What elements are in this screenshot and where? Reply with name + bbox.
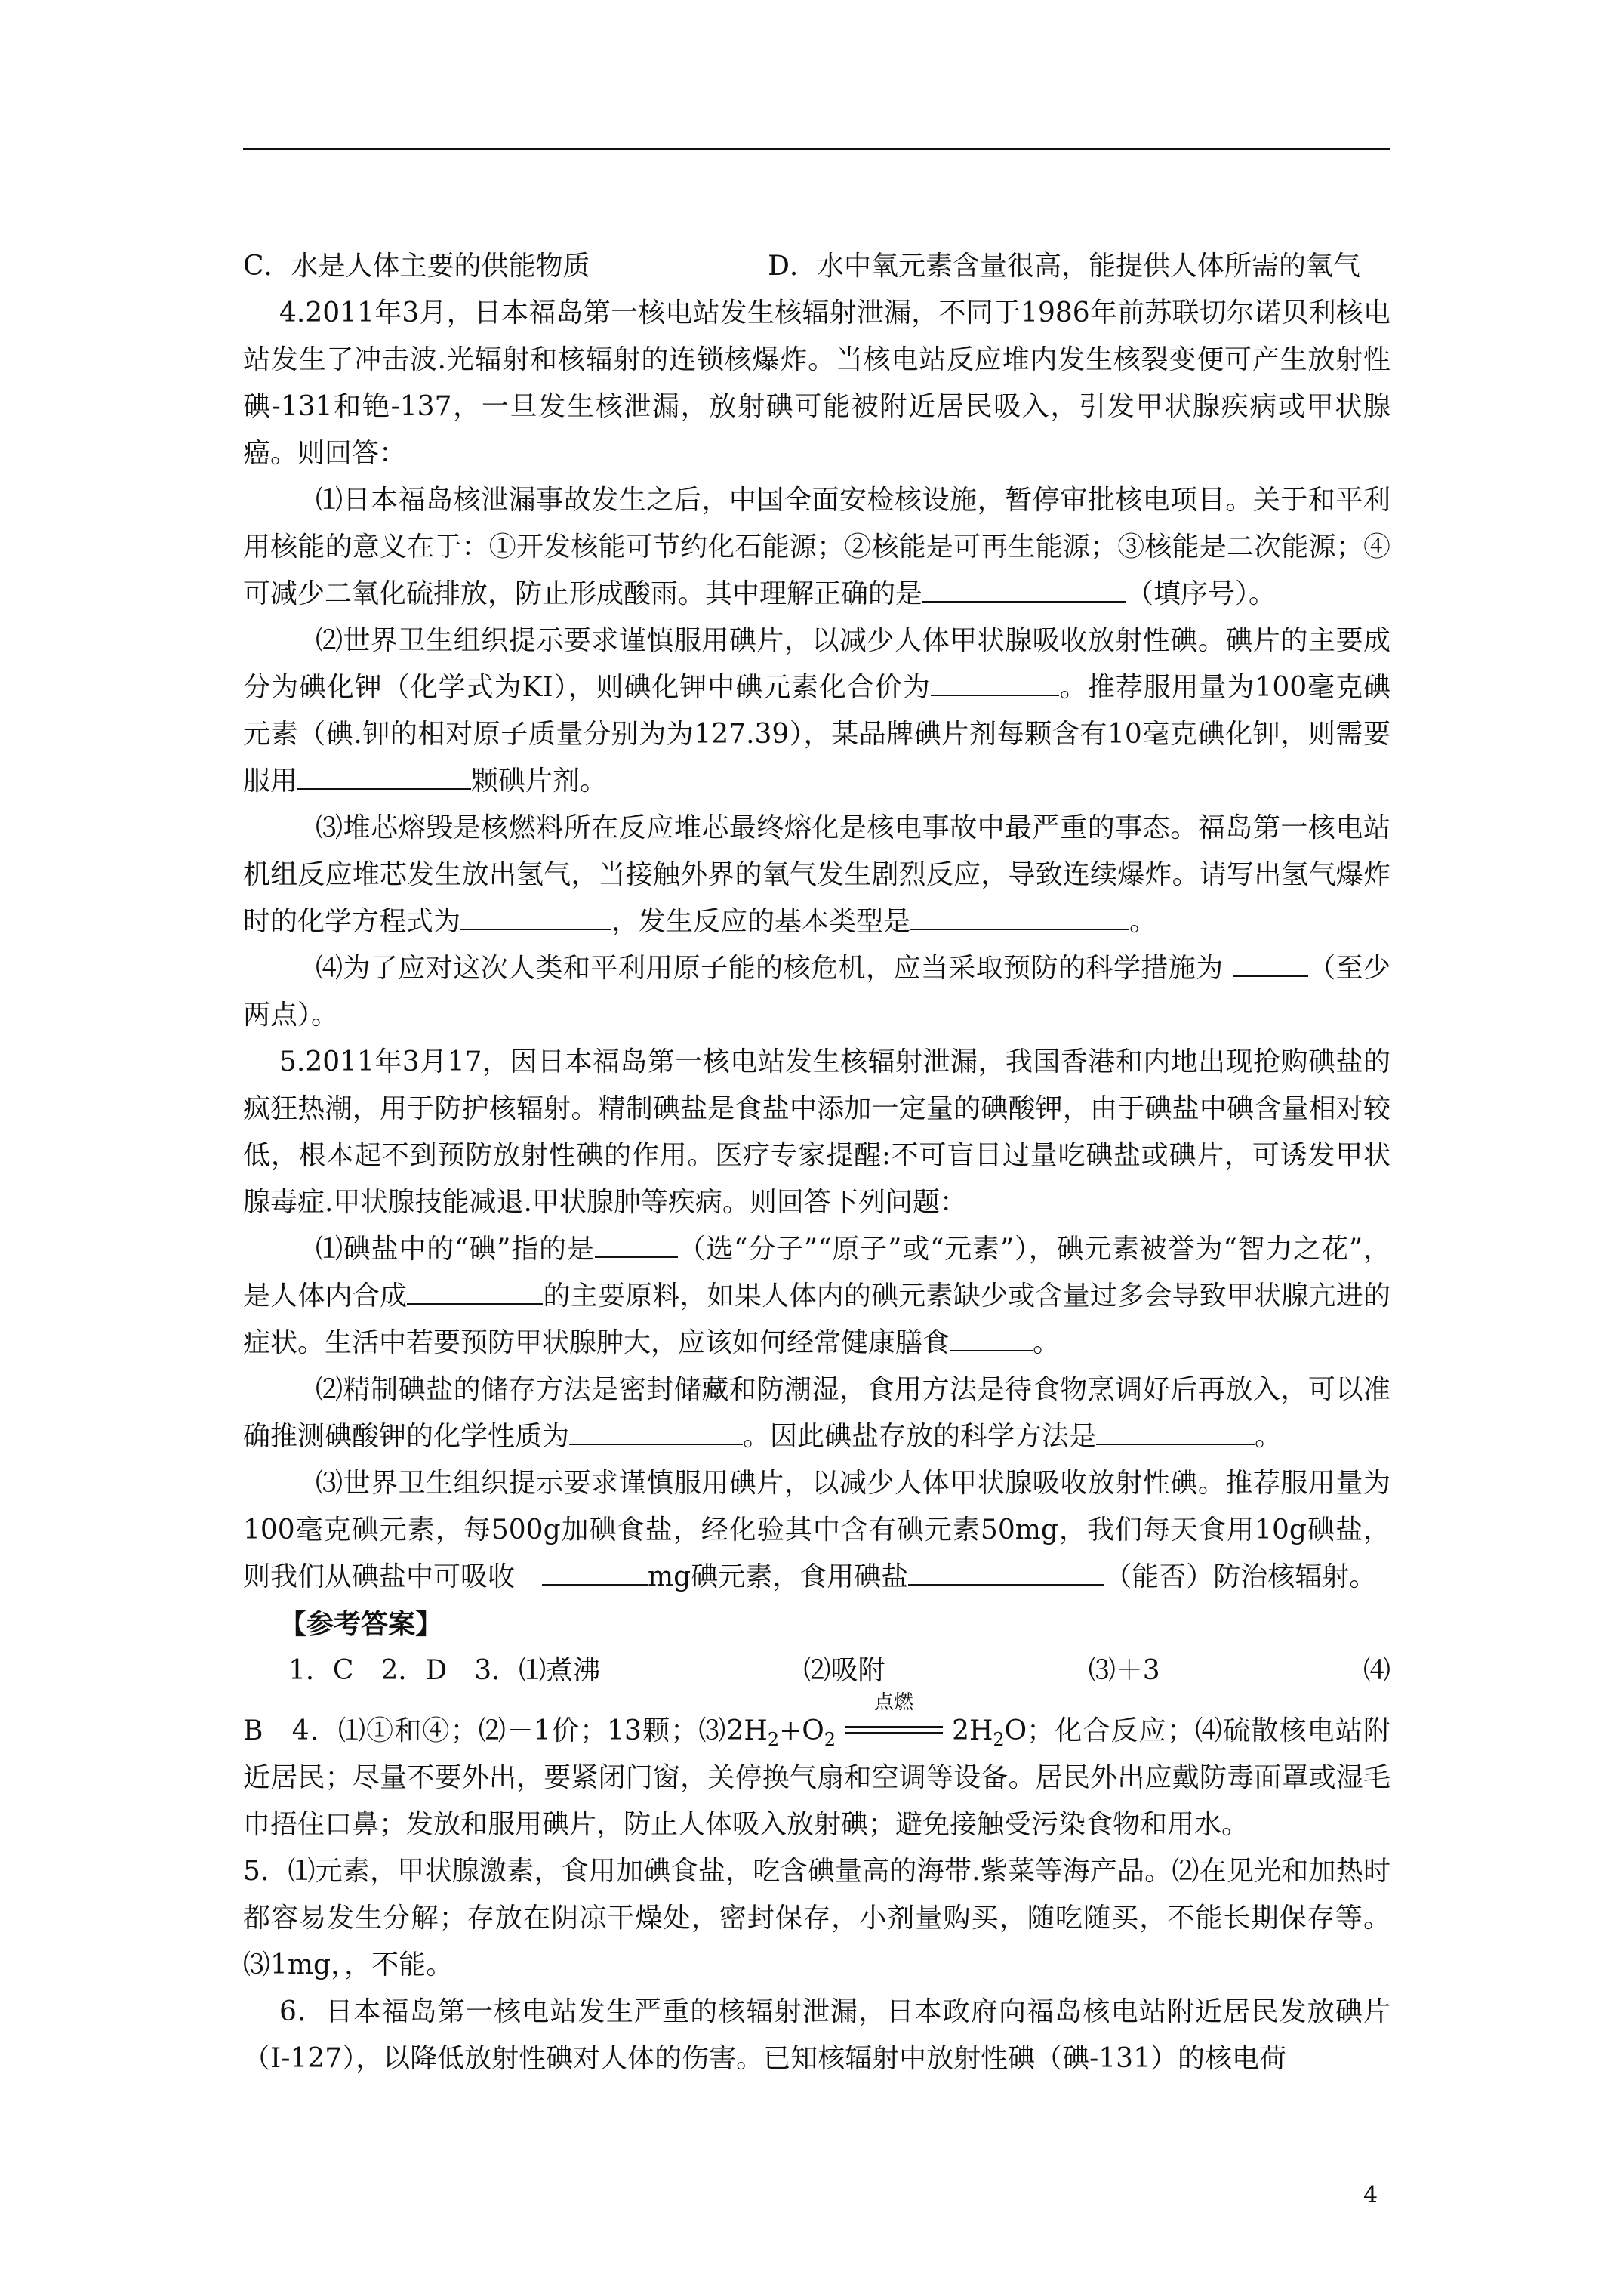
q4-part3: ⑶堆芯熔毁是核燃料所在反应堆芯最终熔化是核电事故中最严重的事态。福岛第一核电站机组反应堆芯发生放出氢气，当接触外界的氧气发生剧烈反应，导致连续爆炸。请写出氢气爆炸时的化学方程式为 ，发生反应的基本类型是 。 bbox=[243, 812, 1390, 937]
answer-blank bbox=[460, 898, 611, 930]
answer-3-2: ⑵吸附 bbox=[803, 1655, 885, 1686]
answer-blank bbox=[407, 1273, 543, 1305]
q5-part3: ⑶世界卫生组织提示要求谨慎服用碘片，以减少人体甲状腺吸收放射性碘。推荐服用量为100毫克碘元素，每500g加碘食盐，经化验其中含有碘元素50mg，我们每天食用10g碘盐，则我们从碘盐中可吸收 mg碘元素，食用碘盐 （能否）防治核辐射。 bbox=[243, 1468, 1390, 1592]
answer-blank bbox=[950, 1320, 1033, 1351]
option-c: C．水是人体主要的供能物质 bbox=[243, 251, 590, 282]
q6-text: 6．日本福岛第一核电站发生严重的核辐射泄漏，日本政府向福岛核电站附近居民发放碘片（I-127），以降低放射性碘对人体的伤害。已知核辐射中放射性碘（碘-131）的核电荷 bbox=[243, 1996, 1390, 2074]
q5-part1: ⑴碘盐中的“碘”指的是 （选“分子”“原子”或“元素”），碘元素被誉为“智力之花”，是人体内合成 的主要原料，如果人体内的碘元素缺少或含量过多会导致甲状腺亢进的症状。生活中若要预防甲状腺肿大，应该如何经常健康膳食 。 bbox=[243, 1226, 1390, 1367]
answer-blank bbox=[1233, 945, 1308, 977]
answer-blank bbox=[931, 664, 1059, 696]
answer-blank bbox=[1096, 1413, 1255, 1445]
q4-part2: ⑵世界卫生组织提示要求谨慎服用碘片，以减少人体甲状腺吸收放射性碘。碘片的主要成分为碘化钾（化学式为KI），则碘化钾中碘元素化合价为 。推荐服用量为100毫克碘元素（碘.钾的相对原子质量分别为为127.39），某品牌碘片剂每颗含有10毫克碘化钾，则需要服用 颗碘片剂。 bbox=[243, 625, 1390, 797]
answer-blank bbox=[297, 758, 471, 790]
answers-q5: 5．⑴元素，甲状腺激素，食用加碘食盐，吃含碘量高的海带.紫菜等海产品。⑵在见光和加热时都容易发生分解；存放在阴凉干燥处，密封保存，小剂量购买，随吃随买，不能长期保存等。⑶1mg，，不能。 bbox=[243, 1856, 1390, 1980]
answer-3-4: ⑷ bbox=[1363, 1655, 1390, 1686]
answer-blank bbox=[922, 571, 1126, 603]
answer-3-3: ⑶＋3 bbox=[1088, 1655, 1160, 1686]
answers-q4: B 4．⑴①和④；⑵－1价；13颗；$⑶2H_2+O_2$ 点燃 $2H_2O$；化合反应；⑷硫散核电站附近居民；尽量不要外出，要紧闭门窗，关停换气扇和空调等设备。居民外出应戴防毒面罩或湿毛巾捂住口鼻；发放和服用碘片，防止人体吸入放射碘；避免接触受污染食物和用水。 bbox=[243, 1691, 1390, 1840]
answer-blank bbox=[908, 1554, 1104, 1586]
reaction-condition: 点燃 bbox=[874, 1691, 914, 1714]
answer-1-3: 1．C 2．D 3．⑴煮沸 bbox=[288, 1655, 601, 1686]
answers-heading: 【参考答案】 bbox=[279, 1608, 443, 1640]
q4-part1: ⑴日本福岛核泄漏事故发生之后，中国全面安检核设施，暂停审批核电项目。关于和平利用核能的意义在于：①开发核能可节约化石能源；②核能是可再生能源；③核能是二次能源；④可减少二氧化硫排放，防止形成酸雨。其中理解正确的是 （填序号）。 bbox=[243, 485, 1390, 609]
reaction-condition-arrow bbox=[845, 1691, 943, 1744]
answer-blank bbox=[910, 898, 1129, 930]
q4-intro: 4.2011年3月，日本福岛第一核电站发生核辐射泄漏，不同于1986年前苏联切尔诺贝利核电站发生了冲击波.光辐射和核辐射的连锁核爆炸。当核电站反应堆内发生核裂变便可产生放射性碘-131和铯-137，一旦发生核泄漏，放射碘可能被附近居民吸入，引发甲状腺疾病或甲状腺癌。则回答： bbox=[243, 297, 1390, 469]
header-rule bbox=[243, 148, 1390, 150]
option-d: D．水中氧元素含量很高，能提供人体所需的氧气 bbox=[768, 251, 1360, 282]
page-content bbox=[243, 243, 1390, 2082]
q5-part2: ⑵精制碘盐的储存方法是密封储藏和防潮湿，食用方法是待食物烹调好后再放入，可以准确推测碘酸钾的化学性质为 。因此碘盐存放的科学方法是 。 bbox=[243, 1374, 1390, 1452]
page-number: 4 bbox=[1363, 2182, 1378, 2208]
answer-blank bbox=[542, 1554, 648, 1586]
answer-blank bbox=[569, 1413, 743, 1445]
q4-part4: ⑷为了应对这次人类和平利用原子能的核危机，应当采取预防的科学措施为 （至少两点）。 bbox=[243, 945, 1390, 1039]
answers-row-1 bbox=[243, 1647, 1390, 1694]
answer-blank bbox=[595, 1226, 678, 1258]
options-line bbox=[243, 243, 1390, 290]
q5-intro: 5.2011年3月17，因日本福岛第一核电站发生核辐射泄漏，我国香港和内地出现抢购碘盐的疯狂热潮，用于防护核辐射。精制碘盐是食盐中添加一定量的碘酸钾，由于碘盐中碘含量相对较低，根本起不到预防放射性碘的作用。医疗专家提醒:不可盲目过量吃碘盐或碘片，可诱发甲状腺毒症.甲状腺技能减退.甲状腺肿等疾病。则回答下列问题： bbox=[243, 1046, 1390, 1218]
